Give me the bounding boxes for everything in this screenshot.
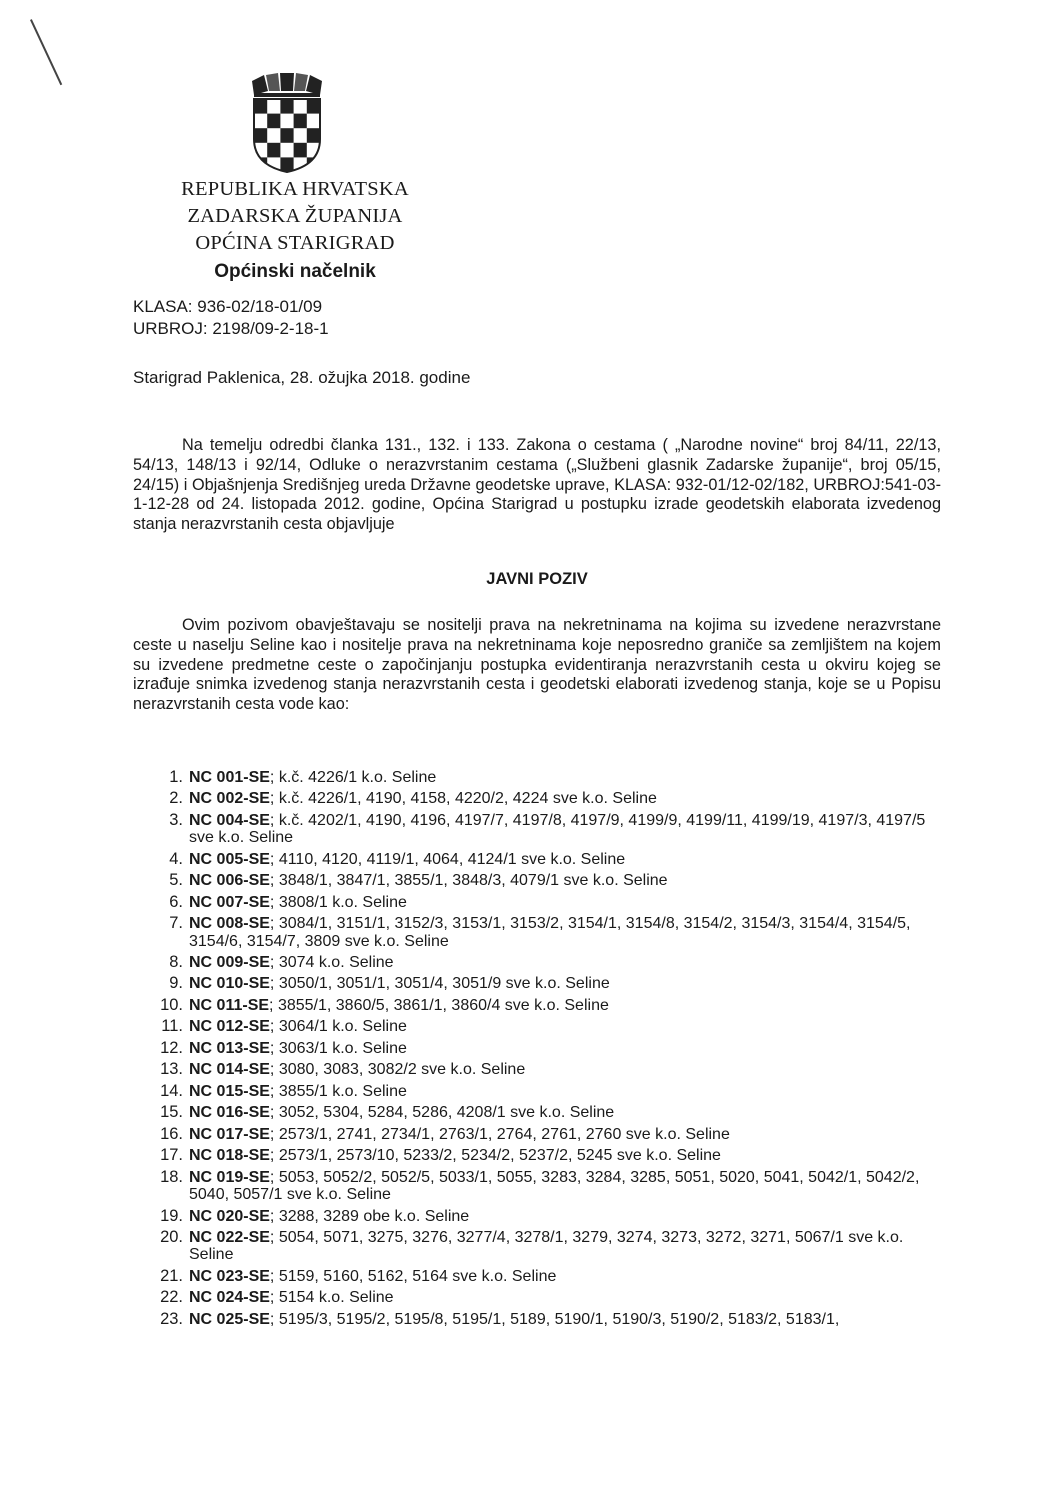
list-item	[133, 851, 933, 868]
item-number: 5.	[169, 871, 183, 890]
parcel-list: ; 3855/1 k.o. Seline	[269, 1082, 407, 1100]
item-number: 8.	[169, 952, 183, 971]
road-code: NC 009-SE	[189, 953, 270, 971]
item-number: 12.	[160, 1038, 183, 1057]
parcel-list: ; k.č. 4226/1 k.o. Seline	[269, 769, 437, 786]
road-code: NC 017-SE	[189, 1125, 270, 1143]
road-code: NC 007-SE	[189, 893, 270, 911]
item-number: 17.	[160, 1146, 183, 1165]
road-code: NC 016-SE	[189, 1104, 270, 1122]
document-reference	[133, 296, 329, 340]
parcel-list: ; 2573/1, 2741, 2734/1, 2763/1, 2764, 2761, 2760 sve k.o. Seline	[269, 1125, 730, 1143]
road-code: NC 022-SE	[189, 1229, 270, 1247]
road-code: NC 002-SE	[189, 790, 270, 808]
item-number: 7.	[169, 914, 183, 933]
road-code: NC 008-SE	[189, 915, 270, 933]
road-code: NC 010-SE	[189, 975, 270, 993]
parcel-list: ; 3084/1, 3151/1, 3152/3, 3153/1, 3153/2, 3154/1, 3154/8, 3154/2, 3154/3, 3154/4, 3154/5, 3154/6, 3154/7, 3809 sve k.o. Seline	[189, 915, 911, 950]
list-item	[133, 1061, 933, 1078]
list-item	[133, 769, 933, 786]
item-number: 23.	[160, 1309, 183, 1328]
road-list	[133, 769, 933, 1332]
list-item	[133, 1311, 933, 1328]
body-paragraph	[133, 616, 941, 715]
road-code: NC 023-SE	[189, 1267, 270, 1285]
intro-paragraph-text: Na temelju odredbi članka 131., 132. i 133. Zakona o cestama ( „Narodne novine“ broj 84/11, 22/13, 54/13, 148/13 i 92/14, Odluke o nerazvrstanim cestama („Službeni glasnik Zadarske županije“, broj 05/15, 24/15) i Objašnjenja Središnjeg ureda Državne geodetske uprave, KLASA: 932-01/12-02/182, URBROJ:541-03-1-12-28 od 24. listopada 2012. godine, Općina Starigrad u postupku izrade geodetskih elaborata izvedenog stanja nerazvrstanih cesta objavljuje	[133, 436, 941, 534]
parcel-list: ; 3050/1, 3051/1, 3051/4, 3051/9 sve k.o. Seline	[269, 975, 610, 993]
list-item	[133, 1083, 933, 1100]
item-number: 16.	[160, 1124, 183, 1143]
item-number: 2.	[169, 789, 183, 808]
urbroj-line: URBROJ: 2198/09-2-18-1	[133, 319, 329, 338]
item-number: 18.	[160, 1167, 183, 1186]
document-title: JAVNI POZIV	[486, 570, 588, 588]
klasa-line: KLASA: 936-02/18-01/09	[133, 297, 323, 316]
road-code: NC 015-SE	[189, 1082, 270, 1100]
road-code: NC 018-SE	[189, 1147, 270, 1165]
parcel-list: ; 3063/1 k.o. Seline	[269, 1039, 407, 1057]
list-item	[133, 1018, 933, 1035]
list-item	[133, 1229, 933, 1264]
list-item	[133, 915, 933, 950]
parcel-list: ; k.č. 4226/1, 4190, 4158, 4220/2, 4224 sve k.o. Seline	[269, 790, 657, 808]
list-item	[133, 812, 933, 847]
list-item	[133, 954, 933, 971]
road-code: NC 019-SE	[189, 1168, 270, 1186]
item-number: 1.	[169, 768, 183, 786]
croatian-coat-of-arms-icon	[248, 73, 326, 173]
date-line: Starigrad Paklenica, 28. ožujka 2018. godine	[133, 368, 471, 387]
parcel-list: ; 3052, 5304, 5284, 5286, 4208/1 sve k.o. Seline	[269, 1104, 615, 1122]
item-number: 6.	[169, 892, 183, 911]
list-item	[133, 790, 933, 807]
item-number: 19.	[160, 1206, 183, 1225]
list-item	[133, 1289, 933, 1306]
list-item	[133, 1040, 933, 1057]
parcel-list: ; 3080, 3083, 3082/2 sve k.o. Seline	[269, 1061, 526, 1079]
list-item	[133, 997, 933, 1014]
parcel-list: ; 4110, 4120, 4119/1, 4064, 4124/1 sve k.o. Seline	[269, 850, 626, 868]
parcel-list: ; 3288, 3289 obe k.o. Seline	[269, 1207, 470, 1225]
list-item	[133, 975, 933, 992]
item-number: 9.	[169, 974, 183, 993]
road-code: NC 013-SE	[189, 1039, 270, 1057]
item-number: 13.	[160, 1060, 183, 1079]
list-item	[133, 1169, 933, 1204]
county-name: ZADARSKA ŽUPANIJA	[187, 205, 403, 227]
road-code: NC 024-SE	[189, 1289, 270, 1307]
parcel-list: ; 5054, 5071, 3275, 3276, 3277/4, 3278/1, 3279, 3274, 3273, 3272, 3271, 5067/1 sve k.o. Seline	[189, 1229, 904, 1264]
item-number: 15.	[160, 1103, 183, 1122]
body-paragraph-text: Ovim pozivom obavještavaju se nositelji prava na nekretninama na kojima su izvedene nerazvrstane ceste u naselju Seline kao i nositelje prava na nekretninama koje neposredno graniče sa zemljištem na kojem su izvedene predmetne ceste o započinjanju postupka evidentiranja nerazvrstanih cesta u okviru kojeg se izrađuje snimka izvedenog stanja nerazvrstanih cesta i geodetski elaborati izvedenog stanja, koje se u Popisu nerazvrstanih cesta vode kao:	[133, 616, 941, 714]
item-number: 22.	[160, 1288, 183, 1307]
item-number: 10.	[160, 995, 183, 1014]
parcel-list: ; 3064/1 k.o. Seline	[269, 1018, 407, 1036]
road-code: NC 005-SE	[189, 850, 270, 868]
road-code: NC 004-SE	[189, 811, 270, 829]
scan-artifact-line	[30, 19, 62, 85]
item-number: 14.	[160, 1081, 183, 1100]
road-code: NC 025-SE	[189, 1310, 270, 1328]
country-name: REPUBLIKA HRVATSKA	[181, 178, 409, 200]
parcel-list: ; 3848/1, 3847/1, 3855/1, 3848/3, 4079/1 sve k.o. Seline	[269, 872, 668, 890]
item-number: 20.	[160, 1228, 183, 1247]
list-item	[133, 1268, 933, 1285]
parcel-list: ; 3808/1 k.o. Seline	[269, 893, 407, 911]
item-number: 4.	[169, 849, 183, 868]
parcel-list: ; 5154 k.o. Seline	[269, 1289, 394, 1307]
municipality-name: OPĆINA STARIGRAD	[195, 232, 395, 254]
road-code: NC 006-SE	[189, 872, 270, 890]
list-item	[133, 1104, 933, 1121]
item-number: 11.	[161, 1017, 183, 1036]
parcel-list: ; 3074 k.o. Seline	[269, 953, 394, 971]
parcel-list: ; 5159, 5160, 5162, 5164 sve k.o. Seline	[269, 1267, 557, 1285]
parcel-list: ; 5053, 5052/2, 5052/5, 5033/1, 5055, 3283, 3284, 3285, 5051, 5020, 5041, 5042/1, 5042/2, 5040, 5057/1 sve k.o. Seline	[189, 1168, 920, 1204]
road-code: NC 020-SE	[189, 1207, 270, 1225]
parcel-list: ; 5195/3, 5195/2, 5195/8, 5195/1, 5189, 5190/1, 5190/3, 5190/2, 5183/2, 5183/1,	[269, 1310, 840, 1328]
list-item	[133, 894, 933, 911]
road-code: NC 001-SE	[189, 769, 270, 786]
office-name: Općinski načelnik	[214, 261, 376, 282]
intro-paragraph	[133, 436, 941, 535]
list-item	[133, 1147, 933, 1164]
road-code: NC 014-SE	[189, 1061, 270, 1079]
road-code: NC 012-SE	[189, 1018, 270, 1036]
list-item	[133, 872, 933, 889]
parcel-list: ; 2573/1, 2573/10, 5233/2, 5234/2, 5237/2, 5245 sve k.o. Seline	[269, 1147, 721, 1165]
list-item	[133, 1208, 933, 1225]
item-number: 21.	[160, 1266, 183, 1285]
parcel-list: ; k.č. 4202/1, 4190, 4196, 4197/7, 4197/8, 4197/9, 4199/9, 4199/11, 4199/19, 4197/3, 4197/5 sve k.o. Seline	[189, 811, 926, 847]
list-item	[133, 1126, 933, 1143]
parcel-list: ; 3855/1, 3860/5, 3861/1, 3860/4 sve k.o. Seline	[269, 996, 609, 1014]
road-code: NC 011-SE	[189, 996, 270, 1014]
item-number: 3.	[169, 810, 183, 829]
document-header	[150, 176, 440, 287]
